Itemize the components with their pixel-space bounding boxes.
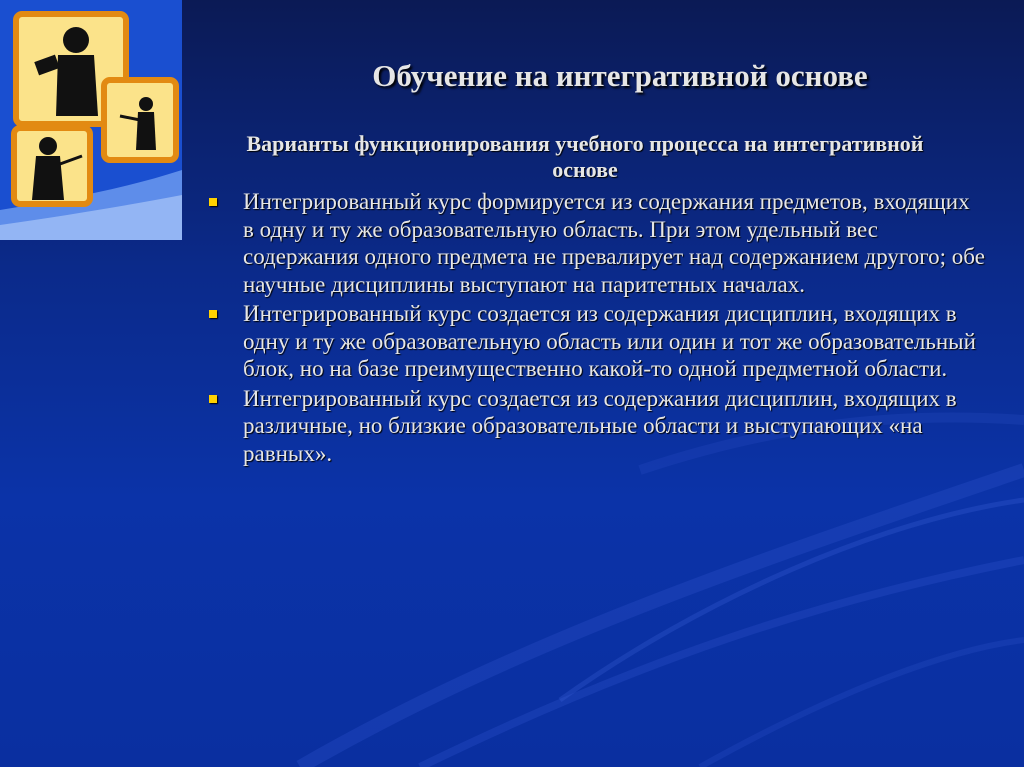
bullet-text: Интегрированный курс создается из содержания дисциплин, входящих в различные, но близкие образовательные области и выступающих «на равных». — [243, 385, 957, 466]
bullet-item — [205, 385, 985, 468]
bullet-list — [205, 188, 985, 469]
square-bullet-icon — [209, 198, 217, 206]
bullet-item — [205, 300, 985, 383]
bullet-text: Интегрированный курс формируется из содержания предметов, входящих в одну и ту же образовательную область. При этом удельный вес содержания одного предмета не превалирует над содержанием другого; обе научные дисциплины выступают на паритетных началах. — [243, 189, 985, 297]
slide-title: Обучение на интегративной основе — [372, 58, 868, 93]
silhouette-illustration-icon — [0, 0, 182, 240]
bullet-text: Интегрированный курс создается из содержания дисциплин, входящих в одну и ту же образовательную область или один и тот же образовательный блок, но на базе преимущественно какой-то одной предметной области. — [243, 301, 976, 381]
square-bullet-icon — [209, 395, 217, 403]
slide-subtitle: Варианты функционирования учебного процесса на интегративной основе — [246, 131, 924, 182]
square-bullet-icon — [209, 310, 217, 318]
bullet-item — [205, 188, 985, 298]
